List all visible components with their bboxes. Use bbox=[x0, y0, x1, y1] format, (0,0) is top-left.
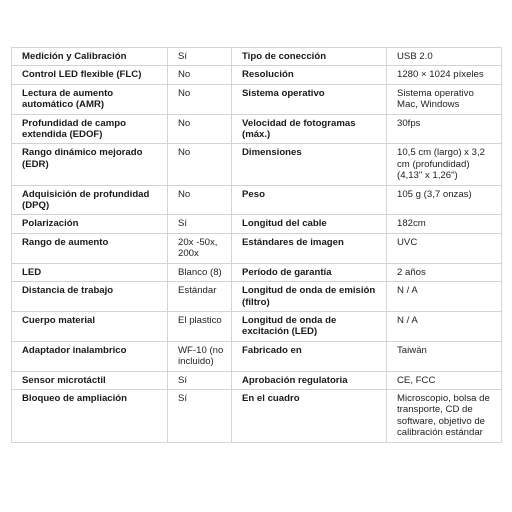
spec-value: N / A bbox=[387, 311, 502, 341]
spec-label: LED bbox=[12, 263, 168, 281]
spec-label: Fabricado en bbox=[232, 341, 387, 371]
spec-value: Sí bbox=[168, 215, 232, 233]
spec-value: N / A bbox=[387, 282, 502, 312]
spec-label: Adquisición de profundidad (DPQ) bbox=[12, 185, 168, 215]
table-row bbox=[12, 48, 502, 66]
spec-value: Estándar bbox=[168, 282, 232, 312]
spec-label: Longitud de onda de excitación (LED) bbox=[232, 311, 387, 341]
spec-label: Longitud de onda de emisión (filtro) bbox=[232, 282, 387, 312]
spec-label: Polarización bbox=[12, 215, 168, 233]
spec-label: Dimensiones bbox=[232, 144, 387, 185]
spec-value: 30fps bbox=[387, 114, 502, 144]
spec-value: El plastico bbox=[168, 311, 232, 341]
spec-label: Estándares de imagen bbox=[232, 233, 387, 263]
spec-label: Lectura de aumento automático (AMR) bbox=[12, 84, 168, 114]
table-row bbox=[12, 341, 502, 371]
spec-value: No bbox=[168, 114, 232, 144]
spec-value: Sí bbox=[168, 48, 232, 66]
spec-label: Bloqueo de ampliación bbox=[12, 389, 168, 442]
spec-label: Resolución bbox=[232, 66, 387, 84]
spec-label: Aprobación regulatoria bbox=[232, 371, 387, 389]
table-row bbox=[12, 263, 502, 281]
table-row bbox=[12, 233, 502, 263]
table-row bbox=[12, 114, 502, 144]
table-row bbox=[12, 144, 502, 185]
spec-value: Taiwán bbox=[387, 341, 502, 371]
spec-label: Longitud del cable bbox=[232, 215, 387, 233]
spec-table-body bbox=[12, 48, 502, 443]
table-row bbox=[12, 185, 502, 215]
spec-value: Sistema operativo Mac, Windows bbox=[387, 84, 502, 114]
spec-value: 20x -50x, 200x bbox=[168, 233, 232, 263]
spec-label: Control LED flexible (FLC) bbox=[12, 66, 168, 84]
spec-label: Medición y Calibración bbox=[12, 48, 168, 66]
table-row bbox=[12, 389, 502, 442]
spec-value: UVC bbox=[387, 233, 502, 263]
table-row bbox=[12, 84, 502, 114]
table-row bbox=[12, 66, 502, 84]
spec-value: No bbox=[168, 84, 232, 114]
spec-label: Profundidad de campo extendida (EDOF) bbox=[12, 114, 168, 144]
spec-value: No bbox=[168, 185, 232, 215]
spec-label: Sensor microtáctil bbox=[12, 371, 168, 389]
spec-label: Peso bbox=[232, 185, 387, 215]
spec-label: Velocidad de fotogramas (máx.) bbox=[232, 114, 387, 144]
table-row bbox=[12, 371, 502, 389]
spec-value: No bbox=[168, 66, 232, 84]
spec-value: 105 g (3,7 onzas) bbox=[387, 185, 502, 215]
spec-label: Período de garantía bbox=[232, 263, 387, 281]
spec-value: USB 2.0 bbox=[387, 48, 502, 66]
table-row bbox=[12, 215, 502, 233]
spec-value: WF-10 (no incluido) bbox=[168, 341, 232, 371]
spec-table bbox=[11, 47, 502, 443]
spec-label: Rango dinámico mejorado (EDR) bbox=[12, 144, 168, 185]
spec-label: Cuerpo material bbox=[12, 311, 168, 341]
spec-value: CE, FCC bbox=[387, 371, 502, 389]
spec-value: Sí bbox=[168, 389, 232, 442]
spec-value: Sí bbox=[168, 371, 232, 389]
spec-value: 182cm bbox=[387, 215, 502, 233]
spec-value: 1280 × 1024 píxeles bbox=[387, 66, 502, 84]
spec-label: Sistema operativo bbox=[232, 84, 387, 114]
spec-label: Tipo de conección bbox=[232, 48, 387, 66]
table-row bbox=[12, 282, 502, 312]
table-row bbox=[12, 311, 502, 341]
spec-label: Rango de aumento bbox=[12, 233, 168, 263]
spec-label: En el cuadro bbox=[232, 389, 387, 442]
spec-value: No bbox=[168, 144, 232, 185]
spec-value: 10,5 cm (largo) x 3,2 cm (profundidad) (4,13" x 1,26") bbox=[387, 144, 502, 185]
spec-value: 2 años bbox=[387, 263, 502, 281]
spec-label: Distancia de trabajo bbox=[12, 282, 168, 312]
spec-value: Blanco (8) bbox=[168, 263, 232, 281]
spec-label: Adaptador inalambrico bbox=[12, 341, 168, 371]
spec-value: Microscopio, bolsa de transporte, CD de software, objetivo de calibración estándar bbox=[387, 389, 502, 442]
